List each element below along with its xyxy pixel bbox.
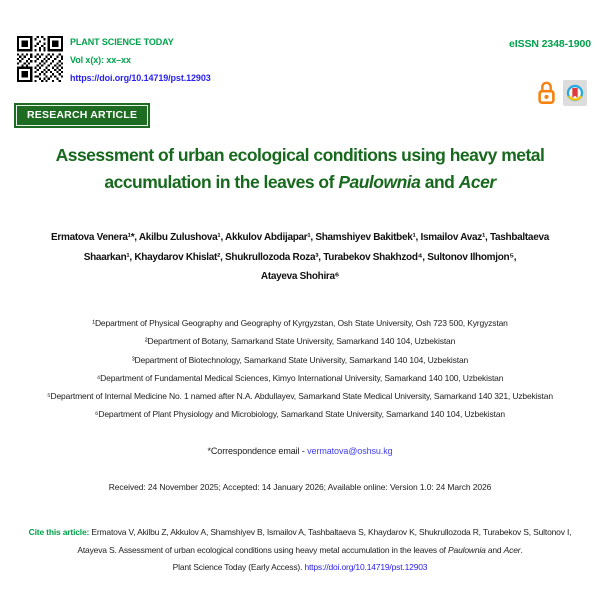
author-line-3: Atayeva Shohira⁶	[260, 271, 340, 282]
citation-doi-link[interactable]: https://doi.org/10.14719/pst.12903	[304, 562, 428, 572]
affiliation-3: ³Department of Biotechnology, Samarkand State University, Samarkand 140 104, Uzbekistan	[131, 354, 469, 365]
article-title-line2: accumulation in the leaves of Paulownia and Acer	[104, 172, 496, 192]
author-list	[0, 228, 600, 287]
affiliation-2: ²Department of Botany, Samarkand State University, Samarkand 140 104, Uzbekistan	[144, 336, 456, 347]
author-line-1: Ermatova Venera¹*, Akilbu Zulushova¹, Akkulov Abdijapar¹, Shamshiyev Bakitbek¹, Ismailov Avaz¹, Tashbaltaeva	[51, 232, 549, 243]
author-line-2: Shaarkan¹, Khaydarov Khislat², Shukrullozoda Roza³, Turabekov Shakhzod⁴, Sultonov Ilhomjon⁵,	[83, 251, 517, 263]
cite-this-article-label: Cite this article:	[28, 527, 92, 537]
qr-code-image	[17, 35, 63, 83]
citation-line-3: Plant Science Today (Early Access). https://doi.org/10.14719/pst.12903	[172, 562, 428, 572]
open-access-lock-icon	[537, 80, 556, 106]
research-article-badge	[14, 103, 150, 128]
article-dates-line: Received: 24 November 2025; Accepted: 14 January 2026; Available online: Version 1.0: 24 March 2026	[108, 482, 492, 492]
affiliation-5: ⁵Department of Internal Medicine No. 1 named after N.A. Abdullayev, Samarkand State Medical University, Samarkand 140 321, Uzbekistan	[47, 391, 553, 402]
article-title-line1: Assessment of urban ecological conditions using heavy metal	[55, 145, 545, 165]
affiliation-6: ⁶Department of Plant Physiology and Microbiology, Samarkand State University, Samarkand 140 104, Uzbekistan	[95, 409, 505, 420]
affiliation-1: ¹Department of Physical Geography and Geography of Kyrgyzstan, Osh State University, Osh 723 500, Kyrgyzstan	[92, 318, 508, 328]
citation-block	[0, 524, 600, 577]
citation-line-1: Cite this article: Ermatova V, Akilbu Z, Akkulov A, Shamshiyev B, Ismailov A, Tashbaltaeva S, Khaydarov K, Shukrullozoda R, Turabekov S, Sultonov I,	[28, 527, 572, 537]
genus-acer: Acer	[458, 172, 496, 192]
article-doi-link[interactable]: https://doi.org/10.14719/pst.12903	[70, 73, 211, 83]
journal-name: PLANT SCIENCE TODAY	[70, 37, 174, 47]
journal-info-block	[70, 33, 211, 87]
journal-volume: Vol x(x): xx–xx	[70, 55, 131, 65]
citation-line-2: Atayeva S. Assessment of urban ecological conditions using heavy metal accumulation in the leaves of Paulownia and Acer.	[77, 544, 523, 555]
correspondence-prefix: *Correspondence email -	[207, 446, 308, 456]
crossmark-icon[interactable]	[563, 80, 587, 106]
affiliation-list	[0, 314, 600, 424]
correspondence-email-link[interactable]: vermatova@oshsu.kg	[307, 446, 393, 456]
article-title	[0, 142, 600, 196]
affiliation-4: ⁴Department of Fundamental Medical Sciences, Kimyo International University, Samarkand 140 100, Uzbekistan	[96, 372, 504, 383]
correspondence-line	[0, 446, 600, 456]
genus-paulownia: Paulownia	[338, 172, 421, 192]
header-icons	[537, 80, 587, 106]
eissn-label: eISSN 2348-1900	[509, 38, 591, 50]
research-article-badge-label: RESEARCH ARTICLE	[16, 105, 148, 126]
